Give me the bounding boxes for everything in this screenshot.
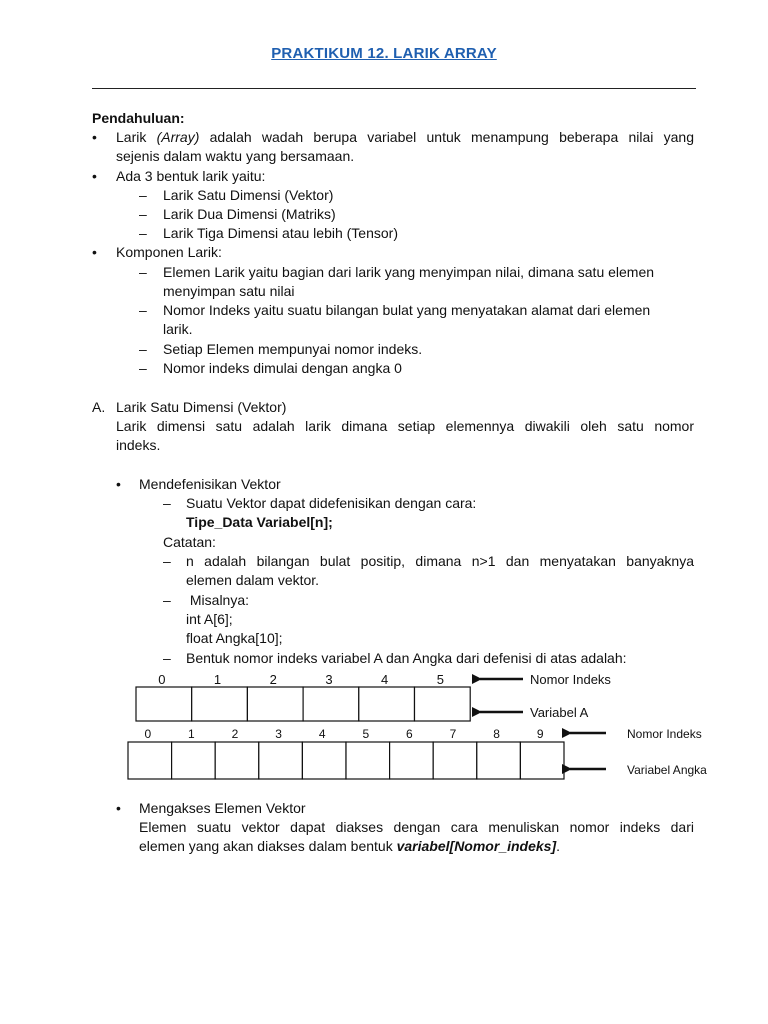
array-angka-cell	[520, 742, 564, 779]
label-nomor-indeks-angka: Nomor Indeks	[627, 727, 702, 741]
misalnya-label: Misalnya:	[186, 592, 250, 608]
intro-bullet-2: Ada 3 bentuk larik yaitu:	[116, 168, 266, 184]
array-angka-index-label: 0	[144, 727, 152, 741]
dash-marker: –	[139, 264, 147, 280]
array-a-cell	[415, 687, 471, 721]
array-angka-cell	[259, 742, 303, 779]
array-angka-index-label: 1	[188, 727, 195, 741]
dash-marker: –	[139, 302, 147, 318]
text-run: elemen yang akan diakses dalam bentuk	[139, 838, 397, 854]
list-item: Larik Dua Dimensi (Matriks)	[163, 206, 336, 222]
section-heading: Larik Satu Dimensi (Vektor)	[116, 399, 287, 415]
bullet-marker: •	[116, 800, 121, 816]
access-text-line2	[139, 837, 560, 856]
intro-heading: Pendahuluan:	[92, 110, 185, 126]
array-angka-cell	[302, 742, 346, 779]
array-a-index-label: 4	[381, 672, 389, 687]
section-desc: Larik dimensi satu adalah larik dimana setiap elemennya diwakili oleh satu nomor	[116, 418, 694, 434]
intro-bullet-1-line2: sejenis dalam waktu yang bersamaan.	[116, 148, 355, 164]
list-item-cont: larik.	[163, 321, 193, 337]
array-angka-indices	[144, 727, 543, 741]
array-angka-index-label: 3	[275, 727, 282, 741]
bullet-marker: •	[92, 244, 97, 260]
array-angka-cells	[128, 742, 564, 779]
list-item-cont: menyimpan satu nilai	[163, 283, 295, 299]
array-a-index-label: 2	[269, 672, 277, 687]
list-item: Larik Tiga Dimensi atau lebih (Tensor)	[163, 225, 398, 241]
array-angka-cell	[172, 742, 216, 779]
dash-marker: –	[163, 650, 171, 666]
dash-marker: –	[139, 206, 147, 222]
label-nomor-indeks-a: Nomor Indeks	[530, 672, 611, 687]
dash-marker: –	[139, 225, 147, 241]
catatan-label: Catatan:	[163, 534, 216, 550]
intro-bullet-3: Komponen Larik:	[116, 244, 222, 260]
section-marker: A.	[92, 399, 106, 415]
dash-marker: –	[163, 592, 171, 608]
array-a-index-label: 1	[213, 672, 222, 687]
array-a-cell	[359, 687, 415, 721]
bullet-marker: •	[92, 168, 97, 184]
example-code: float Angka[10];	[186, 630, 283, 646]
text-run: .	[556, 838, 560, 854]
label-variabel-a: Variabel A	[530, 705, 589, 720]
array-angka-cell	[128, 742, 172, 779]
list-item: Elemen Larik yaitu bagian dari larik yang menyimpan nilai, dimana satu elemen	[163, 264, 655, 280]
array-angka-index-label: 8	[493, 727, 500, 741]
array-a-index-label: 5	[436, 672, 444, 687]
def-heading: Mendefenisikan Vektor	[139, 476, 281, 492]
array-a-cell	[136, 687, 192, 721]
bullet-marker: •	[116, 476, 121, 492]
access-heading: Mengakses Elemen Vektor	[139, 800, 306, 816]
example-code: int A[6];	[186, 611, 233, 627]
text-run: adalah wadah berupa variabel untuk menampung beberapa nilai yang	[199, 129, 694, 145]
array-a-cell	[192, 687, 248, 721]
bentuk-text: Bentuk nomor indeks variabel A dan Angka dari defenisi di atas adalah:	[186, 650, 627, 666]
list-item: Larik Satu Dimensi (Vektor)	[163, 187, 334, 203]
array-angka-index-label: 2	[231, 727, 239, 741]
array-a-cell	[303, 687, 359, 721]
note-text: n adalah bilangan bulat positip, dimana n>1 dan menyatakan banyaknya	[186, 553, 694, 569]
array-a-cell	[247, 687, 303, 721]
section-desc-line2: indeks.	[116, 437, 161, 453]
array-angka-index-label: 9	[536, 727, 544, 741]
dash-marker: –	[163, 495, 171, 511]
page-title: PRAKTIKUM 12. LARIK ARRAY	[271, 45, 497, 62]
array-angka-index-label: 5	[362, 727, 370, 741]
array-angka-index-label: 4	[318, 727, 326, 741]
text-run-italic: (Array)	[156, 129, 200, 145]
array-angka-cell	[390, 742, 434, 779]
def-syntax: Tipe_Data Variabel[n];	[186, 514, 333, 530]
dash-marker: –	[163, 553, 171, 569]
label-variabel-angka: Variabel Angka	[627, 763, 707, 777]
dash-marker: –	[139, 360, 147, 376]
dash-marker: –	[139, 341, 147, 357]
array-angka-index-label: 6	[406, 727, 413, 741]
array-a-indices	[158, 672, 444, 687]
list-item: Nomor indeks dimulai dengan angka 0	[163, 360, 402, 376]
list-item: Nomor Indeks yaitu suatu bilangan bulat yang menyatakan alamat dari elemen	[163, 302, 651, 318]
text-run: Larik	[116, 129, 157, 145]
def-text: Suatu Vektor dapat didefenisikan dengan cara:	[186, 495, 477, 511]
list-item: Setiap Elemen mempunyai nomor indeks.	[163, 341, 423, 357]
array-angka-cell	[477, 742, 521, 779]
array-angka-cell	[346, 742, 390, 779]
array-angka-index-label: 7	[449, 727, 457, 741]
array-a-index-label: 0	[158, 672, 166, 687]
dash-marker: –	[139, 187, 147, 203]
array-angka-cell	[215, 742, 259, 779]
access-text: Elemen suatu vektor dapat diakses dengan cara menuliskan nomor indeks dari	[139, 819, 694, 835]
bullet-marker: •	[92, 129, 97, 145]
note-text-line2: elemen dalam vektor.	[186, 572, 320, 588]
array-a-cells	[136, 687, 470, 721]
array-angka-cell	[433, 742, 477, 779]
array-a-index-label: 3	[325, 672, 333, 687]
text-run-bold-italic: variabel[Nomor_indeks]	[396, 838, 557, 854]
